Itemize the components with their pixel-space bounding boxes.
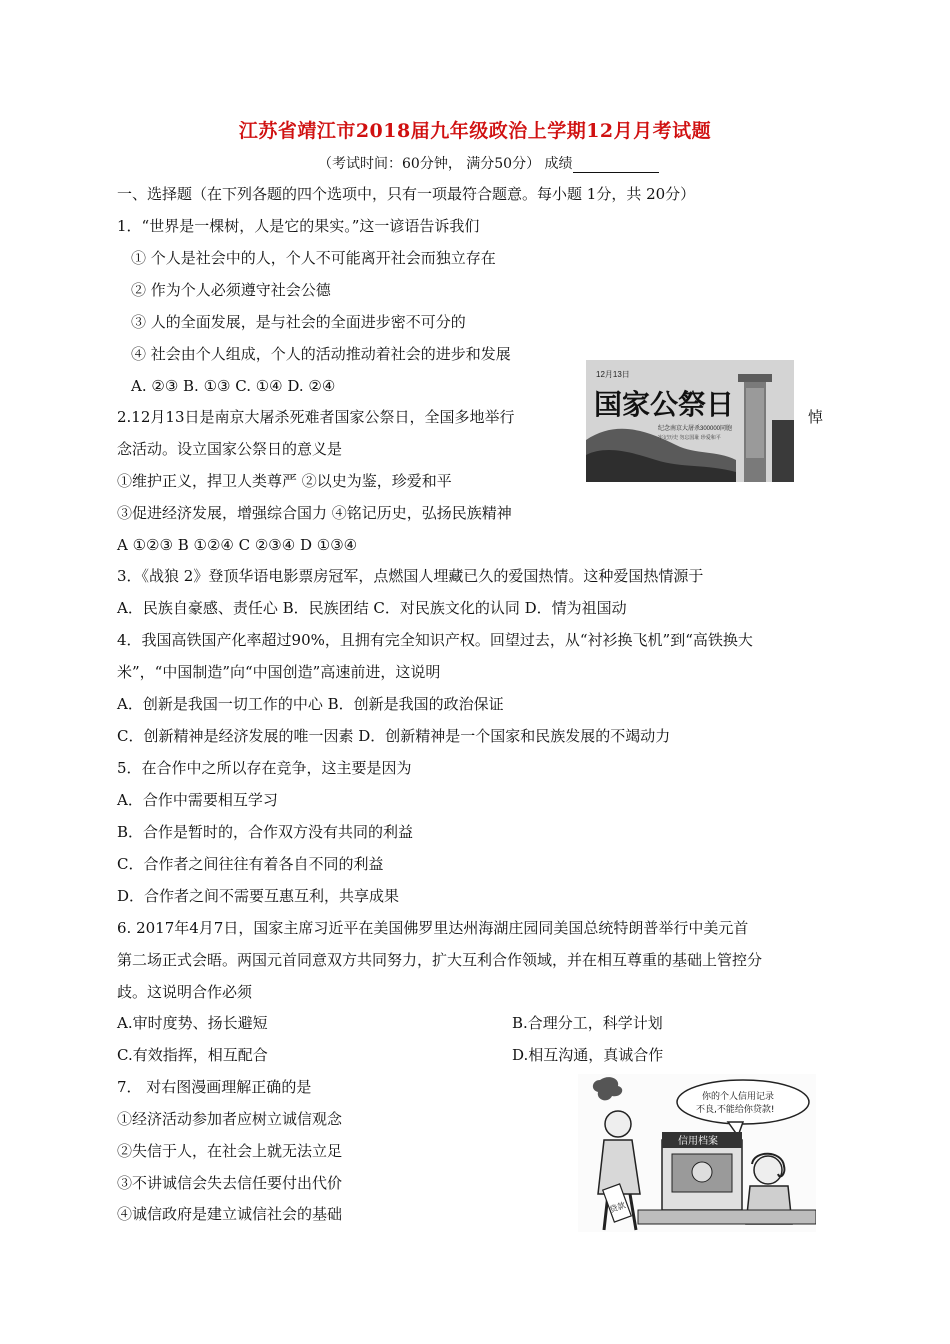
figure-title: 国家公祭日	[594, 388, 735, 421]
q5-choice-a: A．合作中需要相互学习	[117, 791, 278, 809]
q2-stem-line1: 2.12月13日是南京大屠杀死难者国家公祭日，全国多地举行	[117, 408, 515, 426]
q1-option-2: ② 作为个人必须遵守社会公德	[131, 281, 331, 299]
cartoon-paper-text: 贷款	[608, 1200, 627, 1215]
q1-stem: 1．“世界是一棵树，人是它的果实。”这一谚语告诉我们	[117, 217, 480, 235]
q5-choice-c: C．合作者之间往往有着各自不同的利益	[117, 855, 384, 873]
q6-choice-b: B.合理分工，科学计划	[512, 1014, 663, 1032]
q1-choices: A. ②③ B. ①③ C. ①④ D. ②④	[131, 377, 336, 395]
q3-choices: A．民族自豪感、责任心 B．民族团结 C．对民族文化的认同 D．情为祖国动	[117, 599, 627, 617]
q6-stem-line2: 第二场正式会晤。两国元首同意双方共同努力，扩大互利合作领域，并在相互尊重的基础上管控分	[117, 951, 763, 969]
credit-cartoon-illustration	[578, 1074, 816, 1232]
exam-info-text: （考试时间：60分钟， 满分50分） 成绩	[318, 156, 573, 172]
memorial-illustration	[586, 360, 794, 482]
q1-option-3: ③ 人的全面发展，是与社会的全面进步密不可分的	[131, 313, 466, 331]
credit-cartoon-image	[578, 1074, 816, 1232]
q5-choice-b: B．合作是暂时的，合作双方没有共同的利益	[117, 823, 414, 841]
q1-option-4: ④ 社会由个人组成，个人的活动推动着社会的进步和发展	[131, 345, 511, 363]
figure-small-line: 牢记历史 勿忘国耻 珍爱和平	[658, 435, 721, 441]
q6-stem-line1: 6. 2017年4月7日，国家主席习近平在美国佛罗里达州海湖庄园同美国总统特朗普举行中美元首	[117, 919, 749, 937]
section-heading: 一、选择题（在下列各题的四个选项中，只有一项最符合题意。每小题 1分，共 20分）	[117, 185, 696, 203]
score-blank	[573, 158, 659, 173]
q6-stem-line3: 歧。这说明合作必须	[117, 983, 253, 1001]
q6-choice-a: A.审时度势、扬长避短	[117, 1014, 268, 1032]
figure-date: 12月13日	[596, 370, 630, 379]
q5-choice-d: D．合作者之间不需要互惠互利，共享成果	[117, 887, 400, 905]
page-title: 江苏省靖江市2018届九年级政治上学期12月月考试题	[238, 120, 712, 142]
q7-option-4: ④诚信政府是建立诚信社会的基础	[117, 1205, 343, 1223]
q7-option-3: ③不讲诚信会失去信任要付出代价	[117, 1174, 343, 1192]
q4-choices-row1: A．创新是我国一切工作的中心 B．创新是我国的政治保证	[117, 695, 504, 713]
bubble-line-2: 不良,不能给你贷款!	[696, 1105, 775, 1115]
q7-option-1: ①经济活动参加者应树立诚信观念	[117, 1110, 343, 1128]
q7-option-2: ②失信于人，在社会上就无法立足	[117, 1142, 343, 1160]
q4-stem-line2: 米”，“中国制造”向“中国创造”高速前进，这说明	[117, 663, 441, 681]
q2-stem-tail: 悼	[808, 408, 824, 426]
memorial-day-image	[586, 360, 794, 482]
q5-stem: 5．在合作中之所以存在竞争，这主要是因为	[117, 759, 412, 777]
q3-stem: 3．《战狼 2》登顶华语电影票房冠军，点燃国人埋藏已久的爱国热情。这种爱国热情源于	[117, 567, 704, 585]
q2-options-row1: ①维护正义，捍卫人类尊严 ②以史为鉴，珍爱和平	[117, 472, 452, 490]
figure-number-label: 纪念南京大屠杀300000同胞	[658, 426, 733, 432]
q4-choices-row2: C．创新精神是经济发展的唯一因素 D．创新精神是一个国家和民族发展的不竭动力	[117, 727, 671, 745]
q2-stem-line2: 念活动。设立国家公祭日的意义是	[117, 440, 343, 458]
q2-choices: A ①②③ B ①②④ C ②③④ D ①③④	[117, 536, 358, 554]
cartoon-sign: 信用档案	[678, 1136, 718, 1147]
exam-info	[318, 153, 659, 173]
q6-choice-c: C.有效指挥，相互配合	[117, 1046, 268, 1064]
q7-stem: 7． 对右图漫画理解正确的是	[117, 1078, 312, 1096]
q4-stem-line1: 4．我国高铁国产化率超过90%，且拥有完全知识产权。回望过去，从“衬衫换飞机”到“高铁换大	[117, 631, 753, 649]
q6-choice-d: D.相互沟通，真诚合作	[512, 1046, 664, 1064]
q1-option-1: ① 个人是社会中的人，个人不可能离开社会而独立存在	[131, 249, 496, 267]
bubble-line-1: 你的个人信用记录	[702, 1092, 775, 1102]
q2-options-row2: ③促进经济发展，增强综合国力 ④铭记历史，弘扬民族精神	[117, 504, 512, 522]
